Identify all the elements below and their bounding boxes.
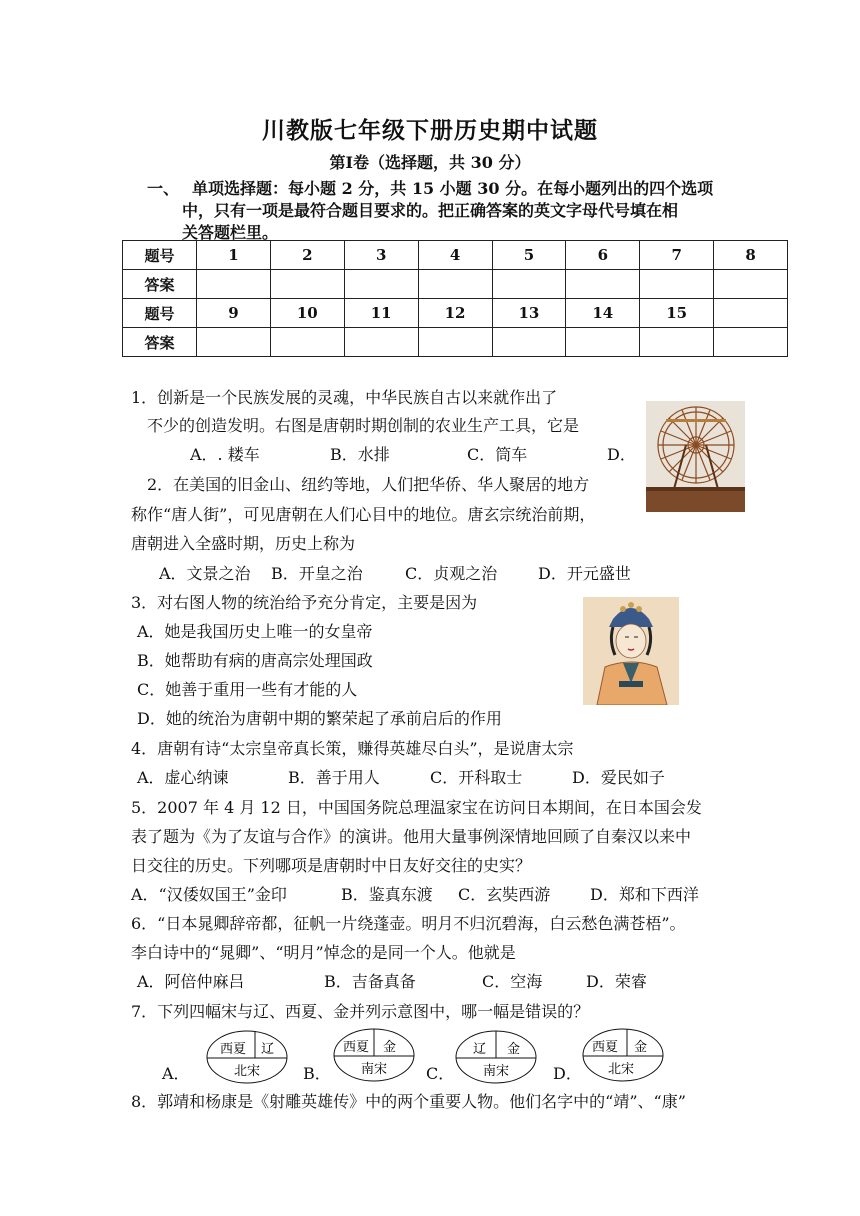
- q4-option-c: C．开科取士: [430, 768, 523, 787]
- q3-option-b: B．她帮助有病的唐高宗处理国政: [137, 651, 373, 670]
- instruction-line-2: 中，只有一项是最符合题目要求的。把正确答案的英文字母代号填在相: [182, 201, 679, 220]
- q4-line-1: 4．唐朝有诗“太宗皇帝真长策，赚得英雄尽白头”，是说唐太宗: [131, 739, 574, 758]
- q7-b-bottom: 南宋: [361, 1062, 388, 1077]
- question-number-cell: 15: [640, 299, 714, 328]
- instruction-line-1: 单项选择题：每小题 2 分，共 15 小题 30 分。在每小题列出的四个选项: [192, 179, 714, 198]
- question-number-cell: 1: [197, 241, 271, 270]
- q5-line-2: 表了题为《为了友谊与合作》的演讲。他用大量事例深情地回顾了自秦汉以来中: [131, 827, 692, 846]
- q1-option-b: B．水排: [330, 445, 390, 464]
- q2-line-2: 称作“唐人街”，可见唐朝在人们心目中的地位。唐玄宗统治前期，: [131, 505, 596, 524]
- q7-d-top-left: 西夏: [592, 1040, 619, 1055]
- instruction-number: 一、: [147, 179, 180, 198]
- q7-diagram-a: [206, 1030, 288, 1088]
- q6-line-1: 6．“日本晁卿辞帝都，征帆一片绕蓬壶。明月不归沉碧海，白云愁色满苍梧”。: [131, 914, 686, 933]
- answer-cell[interactable]: [492, 270, 566, 299]
- q7-diagram-c: [455, 1030, 537, 1088]
- answer-cell[interactable]: [344, 328, 418, 357]
- q1-line-2: 不少的创造发明。右图是唐朝时期创制的农业生产工具，它是: [147, 416, 580, 435]
- q5-option-d: D．郑和下西洋: [590, 885, 699, 904]
- q1-option-d: D．: [607, 445, 636, 464]
- answer-cell[interactable]: [640, 270, 714, 299]
- question-number-cell: [714, 299, 788, 328]
- question-number-cell: 5: [492, 241, 566, 270]
- q7-diagram-b-letter: B．: [303, 1064, 331, 1083]
- page-title: 川教版七年级下册历史期中试题: [262, 117, 598, 144]
- instruction-line-3: 关答题栏里。: [182, 223, 279, 242]
- q3-option-d: D．她的统治为唐朝中期的繁荣起了承前启后的作用: [137, 709, 502, 728]
- answer-cell[interactable]: [197, 270, 271, 299]
- q4-option-d: D．爱民如子: [572, 768, 665, 787]
- answer-cell[interactable]: [418, 328, 492, 357]
- answer-cell[interactable]: [197, 328, 271, 357]
- answer-cell[interactable]: [492, 328, 566, 357]
- q5-option-c: C．玄奘西游: [458, 885, 551, 904]
- q4-option-b: B．善于用人: [288, 768, 380, 787]
- answer-cell[interactable]: [640, 328, 714, 357]
- q2-option-a: A．文景之治: [159, 564, 251, 583]
- question-number-cell: 4: [418, 241, 492, 270]
- q6-option-b: B．吉备真备: [324, 972, 416, 991]
- table-row: [123, 299, 788, 328]
- row-label: 题号: [123, 299, 197, 328]
- question-number-cell: 7: [640, 241, 714, 270]
- q7-d-bottom: 北宋: [608, 1062, 635, 1077]
- q2-line-1: 2．在美国的旧金山、纽约等地，人们把华侨、华人聚居的地方: [147, 475, 590, 494]
- q7-diagram-d: [582, 1028, 664, 1086]
- question-number-cell: 11: [344, 299, 418, 328]
- q2-option-c: C．贞观之治: [405, 564, 498, 583]
- q6-option-c: C．空海: [482, 972, 543, 991]
- q7-a-top-left: 西夏: [220, 1042, 247, 1057]
- q2-line-3: 唐朝进入全盛时期，历史上称为: [131, 534, 356, 553]
- q5-line-3: 日交往的历史。下列哪项是唐朝时中日友好交往的史实？: [131, 856, 532, 875]
- table-row: [123, 241, 788, 270]
- q1-option-a: A．. 耧车: [190, 445, 260, 464]
- answer-cell[interactable]: [714, 270, 788, 299]
- answer-table: [122, 240, 788, 357]
- q7-diagram-b: [333, 1028, 415, 1086]
- question-number-cell: 12: [418, 299, 492, 328]
- q7-line-1: 7．下列四幅宋与辽、西夏、金并列示意图中，哪一幅是错误的？: [131, 1002, 590, 1021]
- q6-option-d: D．荣睿: [586, 972, 647, 991]
- row-label: 答案: [123, 270, 197, 299]
- answer-cell[interactable]: [566, 270, 640, 299]
- answer-cell[interactable]: [270, 328, 344, 357]
- question-number-cell: 8: [714, 241, 788, 270]
- question-number-cell: 6: [566, 241, 640, 270]
- q5-line-1: 5．2007 年 4 月 12 日，中国国务院总理温家宝在访问日本期间，在日本国会发: [131, 798, 702, 817]
- section-subtitle: 第Ⅰ卷（选择题，共 30 分）: [329, 153, 531, 172]
- waterwheel-image: [646, 401, 745, 512]
- q7-c-top-right: 金: [507, 1042, 521, 1057]
- answer-cell[interactable]: [270, 270, 344, 299]
- answer-cell[interactable]: [714, 328, 788, 357]
- q7-d-top-right: 金: [634, 1040, 648, 1055]
- q7-c-top-left: 辽: [473, 1042, 487, 1057]
- q7-diagram-c-letter: C．: [426, 1064, 455, 1083]
- q8-line-1: 8．郭靖和杨康是《射雕英雄传》中的两个重要人物。他们名字中的“靖”、“康”: [131, 1092, 686, 1111]
- question-number-cell: 13: [492, 299, 566, 328]
- q6-option-a: A．阿倍仲麻吕: [137, 972, 245, 991]
- table-row: [123, 328, 788, 357]
- question-number-cell: 14: [566, 299, 640, 328]
- q7-c-bottom: 南宋: [483, 1064, 510, 1079]
- answer-cell[interactable]: [344, 270, 418, 299]
- question-number-cell: 3: [344, 241, 418, 270]
- q5-option-a: A．“汉倭奴国王”金印: [131, 885, 287, 904]
- question-number-cell: 10: [270, 299, 344, 328]
- q6-line-2: 李白诗中的“晁卿”、“明月”悼念的是同一个人。他就是: [131, 943, 516, 962]
- row-label: 题号: [123, 241, 197, 270]
- question-number-cell: 2: [270, 241, 344, 270]
- q3-option-c: C．她善于重用一些有才能的人: [137, 680, 358, 699]
- q4-option-a: A．虚心纳谏: [137, 768, 229, 787]
- empress-portrait-image: [583, 597, 679, 705]
- q7-a-top-right: 辽: [261, 1042, 275, 1057]
- q7-diagram-d-letter: D．: [553, 1064, 582, 1083]
- q1-line-1: 1．创新是一个民族发展的灵魂，中华民族自古以来就作出了: [131, 388, 558, 407]
- q3-line-1: 3．对右图人物的统治给予充分肯定，主要是因为: [131, 593, 478, 612]
- q7-b-top-right: 金: [383, 1040, 397, 1055]
- q7-b-top-left: 西夏: [343, 1040, 370, 1055]
- q3-option-a: A．她是我国历史上唯一的女皇帝: [137, 622, 373, 641]
- q7-a-bottom: 北宋: [234, 1064, 261, 1079]
- q2-option-d: D．开元盛世: [538, 564, 631, 583]
- q5-option-b: B．鉴真东渡: [341, 885, 433, 904]
- q7-diagram-a-letter: A．: [162, 1064, 190, 1083]
- answer-cell[interactable]: [418, 270, 492, 299]
- q2-option-b: B．开皇之治: [271, 564, 363, 583]
- q1-option-c: C．筒车: [467, 445, 528, 464]
- answer-cell[interactable]: [566, 328, 640, 357]
- row-label: 答案: [123, 328, 197, 357]
- question-number-cell: 9: [197, 299, 271, 328]
- table-row: [123, 270, 788, 299]
